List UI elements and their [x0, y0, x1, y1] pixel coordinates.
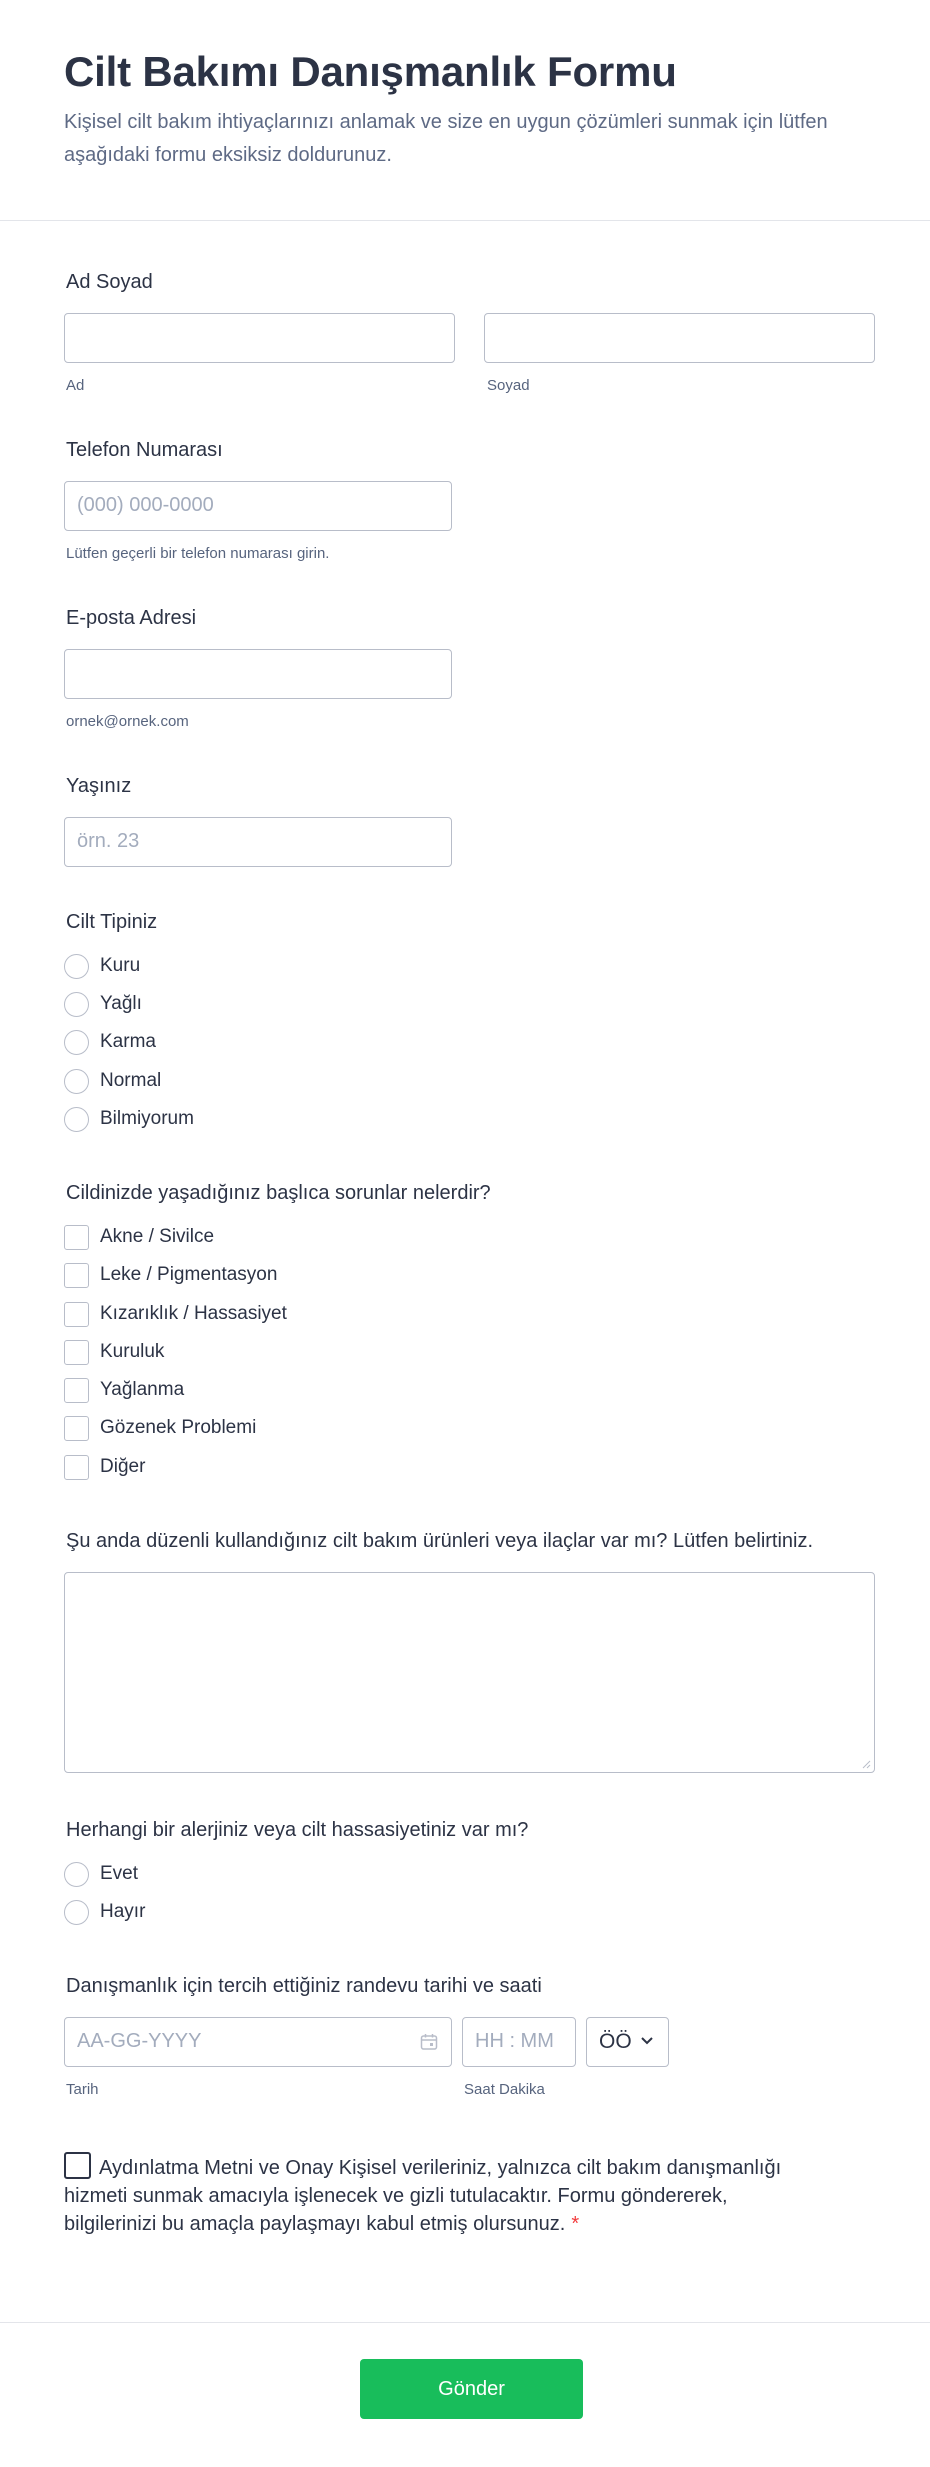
skin-type-option[interactable]: [64, 990, 142, 1018]
appointment-label: Danışmanlık için tercih ettiğiniz randevu tarihi ve saati: [66, 1975, 542, 1997]
consent-checkbox[interactable]: [64, 2152, 91, 2179]
last-name-input[interactable]: [484, 313, 875, 363]
products-textarea[interactable]: [64, 1572, 875, 1773]
checkbox[interactable]: [64, 1340, 89, 1365]
calendar-icon[interactable]: [419, 2032, 439, 2052]
first-name-input[interactable]: [64, 313, 455, 363]
last-name-sublabel: Soyad: [487, 377, 530, 394]
chevron-down-icon: [640, 2036, 654, 2046]
radio-button[interactable]: [64, 1107, 89, 1132]
option-label: Yağlı: [100, 993, 142, 1014]
checkbox[interactable]: [64, 1455, 89, 1480]
skin-type-label: Cilt Tipiniz: [66, 911, 158, 933]
option-label: Hayır: [100, 1901, 146, 1922]
required-mark: *: [571, 2213, 580, 2235]
checkbox[interactable]: [64, 1416, 89, 1441]
footer-divider: [0, 2322, 930, 2323]
skin-type-option[interactable]: [64, 1028, 156, 1056]
age-label: Yaşınız: [66, 775, 132, 797]
option-label: Gözenek Problemi: [100, 1417, 257, 1438]
radio-button[interactable]: [64, 1030, 89, 1055]
allergy-option[interactable]: [64, 1898, 145, 1926]
phone-input[interactable]: (000) 000-0000: [64, 481, 452, 531]
date-sublabel: Tarih: [66, 2081, 99, 2098]
ampm-value: ÖÖ: [599, 2030, 632, 2053]
resize-grip-icon[interactable]: [861, 1759, 871, 1769]
radio-button[interactable]: [64, 954, 89, 979]
checkbox[interactable]: [64, 1378, 89, 1403]
first-name-sublabel: Ad: [66, 377, 85, 394]
phone-label: Telefon Numarası: [66, 439, 223, 461]
concerns-label: Cildinizde yaşadığınız başlıca sorunlar nelerdir?: [66, 1182, 491, 1204]
phone-sublabel: Lütfen geçerli bir telefon numarası girin.: [66, 545, 330, 562]
radio-button[interactable]: [64, 1862, 89, 1887]
products-label: Şu anda düzenli kullandığınız cilt bakım ürünleri veya ilaçlar var mı? Lütfen belirtiniz.: [66, 1530, 814, 1552]
email-label: E-posta Adresi: [66, 607, 197, 629]
option-label: Bilmiyorum: [100, 1108, 194, 1129]
option-label: Akne / Sivilce: [100, 1226, 215, 1247]
radio-button[interactable]: [64, 1900, 89, 1925]
ampm-select[interactable]: [586, 2017, 669, 2067]
concern-option[interactable]: [64, 1300, 287, 1328]
email-sublabel: ornek@ornek.com: [66, 713, 189, 730]
option-label: Karma: [100, 1031, 156, 1052]
radio-button[interactable]: [64, 1069, 89, 1094]
radio-button[interactable]: [64, 992, 89, 1017]
option-label: Yağlanma: [100, 1379, 185, 1400]
concern-option[interactable]: [64, 1261, 277, 1289]
skin-type-option[interactable]: [64, 1067, 161, 1095]
form-header: [0, 0, 930, 221]
checkbox[interactable]: [64, 1263, 89, 1288]
time-input[interactable]: HH : MM: [462, 2017, 576, 2067]
date-input[interactable]: [64, 2017, 452, 2067]
checkbox[interactable]: [64, 1302, 89, 1327]
option-label: Leke / Pigmentasyon: [100, 1264, 278, 1285]
option-label: Kuru: [100, 955, 141, 976]
name-label: Ad Soyad: [66, 271, 153, 293]
option-label: Diğer: [100, 1456, 146, 1477]
concern-option[interactable]: [64, 1414, 256, 1442]
email-input[interactable]: [64, 649, 452, 699]
concern-option[interactable]: [64, 1338, 164, 1366]
form-subtitle: Kişisel cilt bakım ihtiyaçlarınızı anlamak ve size en uygun çözümleri sunmak için lütfen aşağıdaki formu eksiksiz doldurunuz.: [64, 111, 828, 166]
consent-text: Aydınlatma Metni ve Onay Kişisel verileriniz, yalnızca cilt bakım danışmanlığı hizmeti sunmak amacıyla işlenecek ve gizli tutulacaktır. Formu göndererek, bilgilerinizi bu amaçla paylaşmayı kabul etmiş olursunuz.: [64, 2157, 782, 2235]
option-label: Kuruluk: [100, 1341, 165, 1362]
submit-button[interactable]: Gönder: [360, 2359, 583, 2419]
skin-type-option[interactable]: [64, 1105, 194, 1133]
time-sublabel: Saat Dakika: [464, 2081, 545, 2098]
allergy-label: Herhangi bir alerjiniz veya cilt hassasiyetiniz var mı?: [66, 1819, 529, 1841]
concern-option[interactable]: [64, 1223, 214, 1251]
consent-field: [64, 2152, 804, 2238]
concern-option[interactable]: [64, 1376, 184, 1404]
option-label: Kızarıklık / Hassasiyet: [100, 1303, 287, 1324]
date-placeholder: AA-GG-YYYY: [77, 2030, 202, 2052]
checkbox[interactable]: [64, 1225, 89, 1250]
skin-type-option[interactable]: [64, 952, 140, 980]
option-label: Evet: [100, 1863, 139, 1884]
form-title: Cilt Bakımı Danışmanlık Formu: [64, 48, 677, 95]
concern-option[interactable]: [64, 1453, 145, 1481]
allergy-option[interactable]: [64, 1860, 138, 1888]
age-input[interactable]: örn. 23: [64, 817, 452, 867]
option-label: Normal: [100, 1070, 162, 1091]
